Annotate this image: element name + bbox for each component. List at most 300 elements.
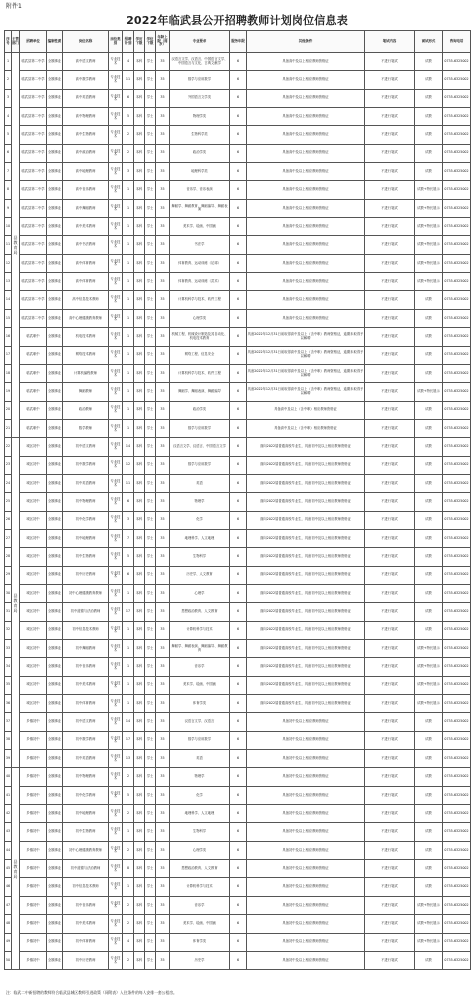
cell-age: 35 — [156, 236, 170, 254]
cell-position: 高中信息技术教师 — [63, 291, 109, 309]
cell-staffing: 全额事业 — [47, 144, 63, 162]
cell-conditions: 具备初中及以上相应教师资格证 — [247, 823, 365, 841]
cell-education: 本科 — [134, 438, 145, 456]
cell-index: 33 — [5, 640, 12, 658]
cell-degree: 学士 — [145, 896, 156, 914]
cell-phone: 0735-6325002 — [443, 328, 471, 346]
cell-interview: 试教 — [415, 144, 443, 162]
cell-conditions: 具备高中及以上相应教师资格证 — [247, 163, 365, 181]
cell-interview: 试教+特长展示 — [415, 383, 443, 401]
cell-position: 高中体育教师 — [63, 273, 109, 291]
cell-phone: 0735-6325002 — [443, 126, 471, 144]
cell-employer: 临武县第二中学 — [20, 273, 47, 291]
cell-conditions: 具备2022年12月31日前取得高中及以上（含中职）教师资格证，逾期未取得予以解聘 — [247, 346, 365, 364]
cell-education: 本科 — [134, 860, 145, 878]
cell-category: 专业技术 — [109, 841, 123, 859]
cell-category: 专业技术 — [109, 951, 123, 969]
cell-quota: 1 — [123, 181, 134, 199]
cell-position: 数学教师 — [63, 419, 109, 437]
cell-position: 舞蹈教师 — [63, 383, 109, 401]
cell-staffing: 全额事业 — [47, 860, 63, 878]
table-row — [5, 548, 471, 566]
cell-age: 35 — [156, 511, 170, 529]
cell-category: 专业技术 — [109, 566, 123, 584]
cell-index: 13 — [5, 273, 12, 291]
cell-age: 35 — [156, 658, 170, 676]
cell-degree: 学士 — [145, 768, 156, 786]
cell-written-exam: 不进行笔试 — [365, 456, 415, 474]
cell-staffing: 全额事业 — [47, 364, 63, 382]
cell-conditions: 具备高中及以上相应教师资格证 — [247, 126, 365, 144]
cell-interview: 试教+特长展示 — [415, 676, 443, 694]
cell-quota: 11 — [123, 71, 134, 89]
cell-major: 体育教育、运动训练（足球） — [170, 254, 230, 272]
cell-phone: 0735-6325002 — [443, 273, 471, 291]
cell-conditions: 具备初中及以上相应教师资格证 — [247, 841, 365, 859]
cell-service-years: 6 — [230, 768, 247, 786]
cell-education: 本科 — [134, 163, 145, 181]
table-row — [5, 805, 471, 823]
cell-interview: 试教 — [415, 71, 443, 89]
cell-position: 高中地理教师 — [63, 163, 109, 181]
cell-degree: 学士 — [145, 860, 156, 878]
cell-employer: 城区初中 — [20, 640, 47, 658]
table-row — [5, 511, 471, 529]
cell-service-years: 6 — [230, 731, 247, 749]
cell-written-exam: 不进行笔试 — [365, 896, 415, 914]
cell-degree: 学士 — [145, 603, 156, 621]
cell-quota: 1 — [123, 236, 134, 254]
cell-phone: 0735-6325002 — [443, 566, 471, 584]
cell-phone: 0735-6325002 — [443, 438, 471, 456]
cell-category: 专业技术 — [109, 805, 123, 823]
cell-staffing: 全额事业 — [47, 603, 63, 621]
cell-major: 数学与应用数学 — [170, 731, 230, 749]
cell-employer: 临武县第二中学 — [20, 218, 47, 236]
column-header: 编制性质 — [47, 31, 63, 53]
cell-major: 美术学、绘画、中国画 — [170, 676, 230, 694]
cell-category: 专业技术 — [109, 419, 123, 437]
cell-phone: 0735-6325002 — [443, 603, 471, 621]
cell-position: 初中信息技术教师 — [63, 878, 109, 896]
cell-age: 35 — [156, 273, 170, 291]
cell-age: 35 — [156, 805, 170, 823]
cell-age: 35 — [156, 108, 170, 126]
cell-category: 专业技术 — [109, 603, 123, 621]
cell-interview: 试教+特长展示 — [415, 273, 443, 291]
cell-quota: 1 — [123, 695, 134, 713]
cell-age: 35 — [156, 841, 170, 859]
cell-employer: 临武职中 — [20, 364, 47, 382]
cell-staffing: 全额事业 — [47, 346, 63, 364]
cell-quota: 5 — [123, 786, 134, 804]
cell-position: 初中物理教师 — [63, 493, 109, 511]
cell-major: 生物科学类 — [170, 126, 230, 144]
cell-degree: 学士 — [145, 713, 156, 731]
cell-degree: 学士 — [145, 566, 156, 584]
cell-quota: 1 — [123, 199, 134, 217]
table-row — [5, 108, 471, 126]
cell-index: 9 — [5, 199, 12, 217]
table-row — [5, 89, 471, 107]
cell-phone: 0735-6325002 — [443, 731, 471, 749]
cell-index: 31 — [5, 603, 12, 621]
cell-category: 专业技术 — [109, 768, 123, 786]
cell-written-exam: 不进行笔试 — [365, 603, 415, 621]
cell-staffing: 全额事业 — [47, 805, 63, 823]
cell-quota: 3 — [123, 511, 134, 529]
cell-conditions: 具备初中及以上相应教师资格证 — [247, 951, 365, 969]
cell-service-years: 6 — [230, 346, 247, 364]
cell-written-exam: 不进行笔试 — [365, 750, 415, 768]
cell-interview: 试教 — [415, 529, 443, 547]
cell-quota: 2 — [123, 768, 134, 786]
cell-education: 本科 — [134, 731, 145, 749]
cell-service-years: 6 — [230, 181, 247, 199]
cell-category: 专业技术 — [109, 291, 123, 309]
cell-education: 本科 — [134, 529, 145, 547]
cell-degree: 学士 — [145, 236, 156, 254]
cell-service-years: 6 — [230, 695, 247, 713]
cell-written-exam: 不进行笔试 — [365, 548, 415, 566]
cell-conditions: 具备高中及以上相应教师资格证 — [247, 144, 365, 162]
cell-category: 专业技术 — [109, 199, 123, 217]
cell-written-exam: 不进行笔试 — [365, 163, 415, 181]
cell-phone: 0735-6325002 — [443, 218, 471, 236]
cell-service-years: 6 — [230, 548, 247, 566]
cell-phone: 0735-6325002 — [443, 841, 471, 859]
cell-category: 专业技术 — [109, 456, 123, 474]
cell-service-years: 6 — [230, 493, 247, 511]
cell-position: 初中语文教师 — [63, 713, 109, 731]
cell-conditions: 具备高中及以上相应教师资格证 — [247, 218, 365, 236]
cell-index: 42 — [5, 805, 12, 823]
cell-service-years: 6 — [230, 53, 247, 71]
cell-age: 35 — [156, 713, 170, 731]
cell-position: 高中数学教师 — [63, 71, 109, 89]
cell-education: 本科 — [134, 346, 145, 364]
cell-phone: 0735-6325002 — [443, 584, 471, 602]
cell-degree: 学士 — [145, 181, 156, 199]
cell-education: 本科 — [134, 199, 145, 217]
cell-employer: 乡镇初中 — [20, 750, 47, 768]
cell-major: 物理学 — [170, 493, 230, 511]
cell-quota: 8 — [123, 860, 134, 878]
cell-major: 汉语言文学、汉语言、中国语言文学、中国语言与文化、古典文献学 — [170, 53, 230, 71]
cell-position: 初中音乐教师 — [63, 896, 109, 914]
cell-written-exam: 不进行笔试 — [365, 915, 415, 933]
table-row — [5, 584, 471, 602]
cell-phone: 0735-6325002 — [443, 493, 471, 511]
cell-degree: 学士 — [145, 511, 156, 529]
cell-index: 35 — [5, 676, 12, 694]
cell-quota: 17 — [123, 731, 134, 749]
cell-degree: 学士 — [145, 823, 156, 841]
cell-interview: 试教 — [415, 878, 443, 896]
cell-phone: 0735-6325002 — [443, 364, 471, 382]
cell-written-exam: 不进行笔试 — [365, 254, 415, 272]
cell-conditions: 具备初中及以上相应教师资格证 — [247, 713, 365, 731]
cell-index: 25 — [5, 493, 12, 511]
cell-conditions: 具备高中及以上相应教师资格证 — [247, 199, 365, 217]
cell-age: 35 — [156, 566, 170, 584]
cell-position: 高中美术教师 — [63, 218, 109, 236]
cell-quota: 1 — [123, 676, 134, 694]
cell-phone: 0735-6325002 — [443, 71, 471, 89]
cell-degree: 学士 — [145, 529, 156, 547]
cell-staffing: 全额事业 — [47, 493, 63, 511]
table-row — [5, 529, 471, 547]
cell-employer: 临武县第二中学 — [20, 126, 47, 144]
cell-position: 政治教师 — [63, 401, 109, 419]
cell-conditions: 具备初中及以上相应教师资格证 — [247, 878, 365, 896]
cell-quota: 3 — [123, 163, 134, 181]
cell-conditions: 具备高中及以上相应教师资格证 — [247, 108, 365, 126]
cell-education: 本科 — [134, 951, 145, 969]
cell-conditions: 具备高中及以上相应教师资格证 — [247, 273, 365, 291]
cell-employer: 乡镇初中 — [20, 896, 47, 914]
cell-education: 本科 — [134, 108, 145, 126]
cell-written-exam: 不进行笔试 — [365, 621, 415, 639]
cell-major: 政治学类 — [170, 401, 230, 419]
cell-index: 49 — [5, 933, 12, 951]
cell-age: 35 — [156, 933, 170, 951]
cell-major: 体育学类 — [170, 933, 230, 951]
cell-written-exam: 不进行笔试 — [365, 731, 415, 749]
cell-service-years: 6 — [230, 71, 247, 89]
cell-phone: 0735-6325002 — [443, 383, 471, 401]
cell-education: 本科 — [134, 896, 145, 914]
cell-service-years: 6 — [230, 786, 247, 804]
cell-category: 专业技术 — [109, 695, 123, 713]
cell-age: 35 — [156, 456, 170, 474]
column-header: 面试形式 — [415, 31, 443, 53]
cell-major: 体育教育、运动训练（武术） — [170, 273, 230, 291]
cell-interview: 试教 — [415, 456, 443, 474]
cell-quota: 1 — [123, 364, 134, 382]
cell-index: 18 — [5, 364, 12, 382]
cell-conditions: 面向2022届普通高校毕业生，具备初中及以上相应教师资格证 — [247, 695, 365, 713]
cell-conditions: 具备高中及以上相应教师资格证 — [247, 181, 365, 199]
cell-interview: 试教 — [415, 438, 443, 456]
cell-conditions: 具备高中及以上（含中职）相应教师资格证 — [247, 419, 365, 437]
cell-index: 17 — [5, 346, 12, 364]
cell-index: 7 — [5, 163, 12, 181]
cell-category: 专业技术 — [109, 254, 123, 272]
cell-service-years: 6 — [230, 438, 247, 456]
cell-major: 舞蹈学、舞蹈教育、舞蹈编导、舞蹈表演 — [170, 199, 230, 217]
column-header: 主管部门 — [12, 31, 20, 53]
cell-service-years: 6 — [230, 419, 247, 437]
cell-interview: 试教+特长展示 — [415, 181, 443, 199]
cell-age: 35 — [156, 126, 170, 144]
cell-phone: 0735-6325002 — [443, 419, 471, 437]
cell-major: 汉语言文学、汉语言、中国语言文学 — [170, 438, 230, 456]
cell-employer: 临武职中 — [20, 419, 47, 437]
cell-major: 思想政治教育、人文教育 — [170, 603, 230, 621]
cell-phone: 0735-6325002 — [443, 108, 471, 126]
cell-interview: 试教 — [415, 621, 443, 639]
column-header: 笔试内容 — [365, 31, 415, 53]
cell-employer: 城区初中 — [20, 548, 47, 566]
table-row — [5, 915, 471, 933]
cell-phone: 0735-6325002 — [443, 860, 471, 878]
cell-position: 高中体育教师 — [63, 254, 109, 272]
cell-interview: 试教 — [415, 511, 443, 529]
cell-written-exam: 不进行笔试 — [365, 401, 415, 419]
cell-written-exam: 不进行笔试 — [365, 273, 415, 291]
column-header: 招聘计划 — [123, 31, 134, 53]
cell-category: 专业技术 — [109, 89, 123, 107]
cell-age: 35 — [156, 401, 170, 419]
cell-age: 35 — [156, 309, 170, 327]
cell-index: 20 — [5, 401, 12, 419]
cell-position: 计算机编程教师 — [63, 364, 109, 382]
cell-education: 本科 — [134, 456, 145, 474]
cell-service-years: 6 — [230, 273, 247, 291]
cell-interview: 试教+特长展示 — [415, 236, 443, 254]
cell-major: 地理科学、人文地理 — [170, 529, 230, 547]
cell-major: 心理学类 — [170, 841, 230, 859]
cell-staffing: 全额事业 — [47, 713, 63, 731]
cell-index: 4 — [5, 108, 12, 126]
cell-service-years: 6 — [230, 89, 247, 107]
cell-interview: 试教+特长展示 — [415, 658, 443, 676]
cell-degree: 学士 — [145, 89, 156, 107]
cell-written-exam: 不进行笔试 — [365, 640, 415, 658]
cell-staffing: 全额事业 — [47, 163, 63, 181]
cell-category: 专业技术 — [109, 236, 123, 254]
cell-position: 高中物理教师 — [63, 108, 109, 126]
cell-conditions: 面向2022届普通高校毕业生，具备初中及以上相应教师资格证 — [247, 676, 365, 694]
cell-degree: 学士 — [145, 383, 156, 401]
cell-quota: 1 — [123, 878, 134, 896]
cell-age: 35 — [156, 860, 170, 878]
cell-education: 本科 — [134, 823, 145, 841]
cell-interview: 试教 — [415, 786, 443, 804]
cell-major: 数学与应用数学 — [170, 456, 230, 474]
cell-age: 35 — [156, 584, 170, 602]
cell-service-years: 6 — [230, 254, 247, 272]
cell-service-years: 6 — [230, 676, 247, 694]
table-row — [5, 71, 471, 89]
cell-service-years: 6 — [230, 529, 247, 547]
table-row — [5, 181, 471, 199]
table-row — [5, 658, 471, 676]
cell-conditions: 具备高中及以上相应教师资格证 — [247, 254, 365, 272]
cell-employer: 城区初中 — [20, 603, 47, 621]
cell-service-years: 6 — [230, 951, 247, 969]
cell-written-exam: 不进行笔试 — [365, 144, 415, 162]
cell-interview: 试教 — [415, 713, 443, 731]
cell-quota: 1 — [123, 419, 134, 437]
cell-written-exam: 不进行笔试 — [365, 529, 415, 547]
cell-staffing: 全额事业 — [47, 529, 63, 547]
table-row — [5, 951, 471, 969]
cell-major: 计算机科学与技术 — [170, 621, 230, 639]
cell-interview: 试教 — [415, 53, 443, 71]
cell-service-years: 6 — [230, 456, 247, 474]
cell-conditions: 面向2022届普通高校毕业生，具备初中及以上相应教师资格证 — [247, 566, 365, 584]
cell-position: 初中生物教师 — [63, 548, 109, 566]
cell-age: 35 — [156, 181, 170, 199]
cell-major: 音乐学 — [170, 896, 230, 914]
table-row — [5, 254, 471, 272]
cell-age: 35 — [156, 364, 170, 382]
cell-interview: 试教 — [415, 768, 443, 786]
cell-degree: 学士 — [145, 53, 156, 71]
cell-degree: 学士 — [145, 273, 156, 291]
cell-employer: 城区初中 — [20, 456, 47, 474]
cell-written-exam: 不进行笔试 — [365, 199, 415, 217]
table-row — [5, 823, 471, 841]
cell-quota: 17 — [123, 603, 134, 621]
cell-interview: 试教+特长展示 — [415, 915, 443, 933]
cell-interview: 试教 — [415, 493, 443, 511]
cell-phone: 0735-6325002 — [443, 915, 471, 933]
cell-quota: 2 — [123, 144, 134, 162]
cell-age: 35 — [156, 291, 170, 309]
cell-index: 32 — [5, 621, 12, 639]
cell-degree: 学士 — [145, 346, 156, 364]
cell-position: 初中化学教师 — [63, 786, 109, 804]
cell-major: 机械工程、机械设计制造及其自动化、机电技术教育 — [170, 328, 230, 346]
cell-degree: 学士 — [145, 584, 156, 602]
cell-age: 35 — [156, 254, 170, 272]
table-header — [5, 31, 471, 53]
column-header: 其他条件 — [247, 31, 365, 53]
table-row — [5, 676, 471, 694]
cell-position: 初中物理教师 — [63, 768, 109, 786]
cell-major: 地理科学、人文地理 — [170, 805, 230, 823]
cell-age: 35 — [156, 493, 170, 511]
cell-staffing: 全额事业 — [47, 438, 63, 456]
cell-age: 35 — [156, 896, 170, 914]
cell-age: 35 — [156, 163, 170, 181]
cell-employer: 临武县第二中学 — [20, 144, 47, 162]
cell-written-exam: 不进行笔试 — [365, 108, 415, 126]
cell-interview: 试教+特长展示 — [415, 933, 443, 951]
cell-age: 35 — [156, 438, 170, 456]
cell-employer: 城区初中 — [20, 529, 47, 547]
cell-conditions: 面向2022届普通高校毕业生，具备初中及以上相应教师资格证 — [247, 584, 365, 602]
cell-written-exam: 不进行笔试 — [365, 383, 415, 401]
cell-age: 35 — [156, 53, 170, 71]
cell-degree: 学士 — [145, 254, 156, 272]
cell-index: 24 — [5, 474, 12, 492]
cell-position: 初中体育教师 — [63, 933, 109, 951]
cell-major: 化学 — [170, 786, 230, 804]
cell-written-exam: 不进行笔试 — [365, 309, 415, 327]
cell-index: 22 — [5, 438, 12, 456]
cell-written-exam: 不进行笔试 — [365, 346, 415, 364]
cell-category: 专业技术 — [109, 108, 123, 126]
cell-staffing: 全额事业 — [47, 731, 63, 749]
cell-written-exam: 不进行笔试 — [365, 658, 415, 676]
cell-index: 46 — [5, 878, 12, 896]
cell-conditions: 具备初中及以上相应教师资格证 — [247, 786, 365, 804]
cell-written-exam: 不进行笔试 — [365, 438, 415, 456]
cell-service-years: 6 — [230, 584, 247, 602]
cell-service-years: 6 — [230, 750, 247, 768]
cell-staffing: 全额事业 — [47, 750, 63, 768]
cell-phone: 0735-6325002 — [443, 181, 471, 199]
cell-quota: 13 — [123, 750, 134, 768]
cell-education: 本科 — [134, 695, 145, 713]
cell-category: 专业技术 — [109, 713, 123, 731]
cell-age: 35 — [156, 71, 170, 89]
cell-education: 本科 — [134, 548, 145, 566]
